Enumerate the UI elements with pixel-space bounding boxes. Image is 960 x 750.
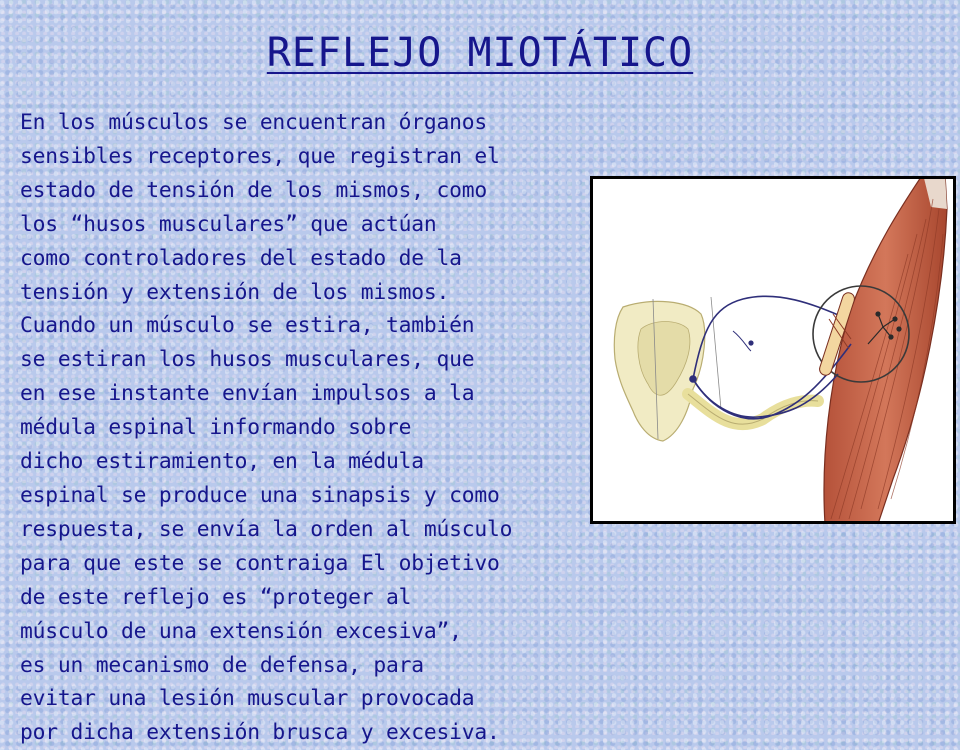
paragraph-line: espinal se produce una sinapsis y como [20,482,500,508]
paragraph-line: En los músculos se encuentran órganos [20,110,488,135]
paragraph-line: respuesta, se envía la orden al músculo [20,516,513,542]
paragraph-line: Cuando un músculo se estira, también [20,313,475,339]
paragraph-line: dicho estiramiento, en la médula [20,449,424,475]
paragraph-line: médula espinal informando sobre [20,415,412,441]
paragraph-line: en ese instante envían impulsos a la [20,381,475,407]
paragraph-line: como controladores del estado de la [20,245,462,271]
paragraph-line: tensión y extensión de los mismos. [20,279,450,305]
paragraph-line: para que este se contraiga El objetivo [20,550,500,576]
body-paragraph [20,106,600,750]
slide-title-wrap [0,30,960,76]
paragraph-line: por dicha extensión brusca y excesiva. [20,720,500,746]
paragraph-line: estado de tensión de los mismos, como [20,177,488,203]
paragraph-line: músculo de una extensión excesiva”, [20,618,462,644]
paragraph-line: los “husos musculares” que actúan [20,211,437,237]
paragraph-line: de este reflejo es “proteger al [20,584,412,610]
paragraph-line: es un mecanismo de defensa, para [20,652,424,678]
paragraph-line: evitar una lesión muscular provocada [20,686,475,712]
slide-title: REFLEJO MIOTÁTICO [266,30,694,76]
paragraph-line: sensibles receptores, que registran el [20,143,500,169]
stretch-reflex-figure [590,176,956,524]
paragraph-line: se estiran los husos musculares, que [20,347,475,373]
stretch-reflex-illustration-icon [593,179,953,521]
